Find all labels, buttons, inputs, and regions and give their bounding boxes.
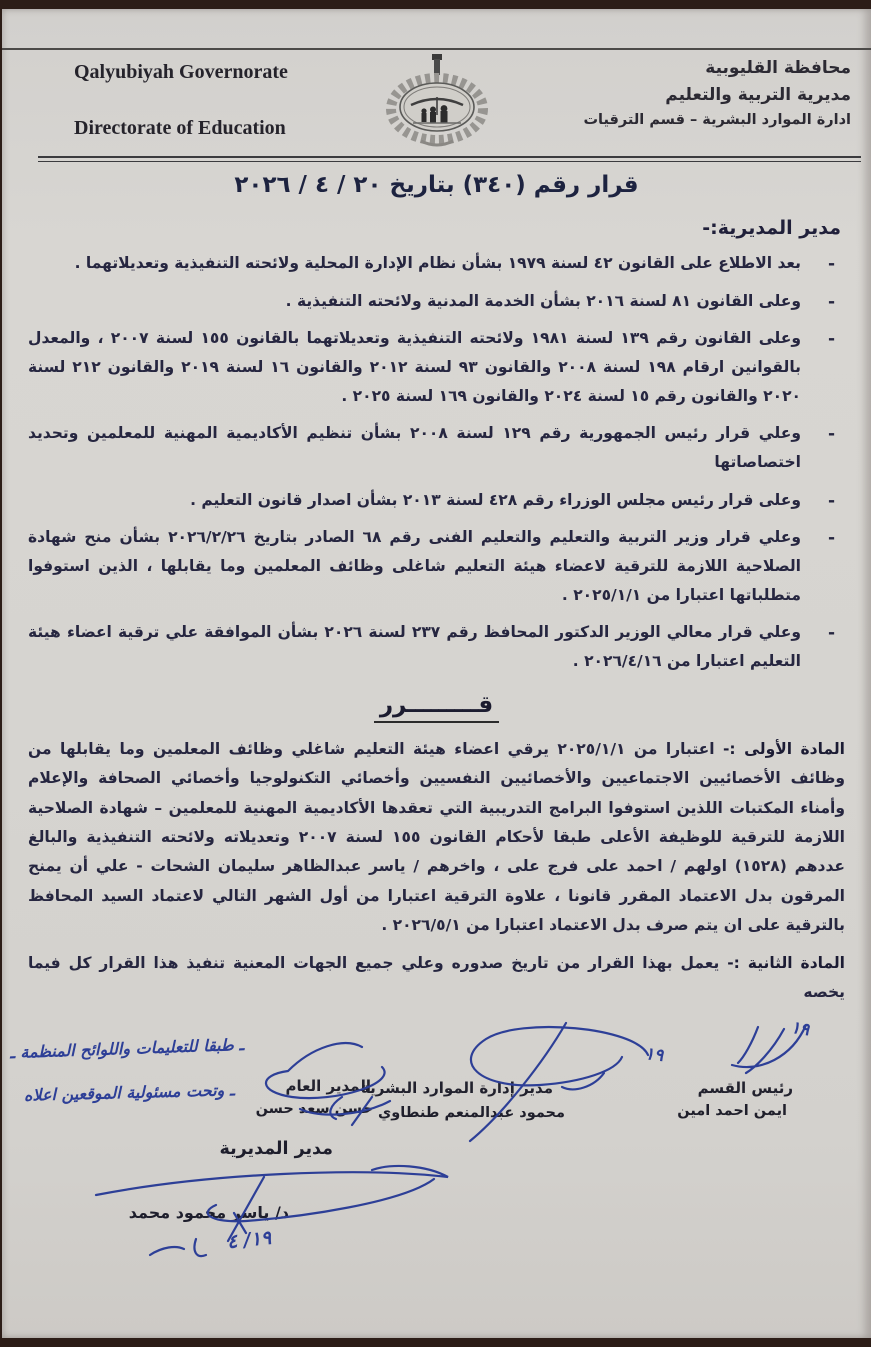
governorate-name-ar: محافظة القليوبية <box>705 58 851 78</box>
signature-block <box>2 1017 871 1347</box>
article-second-label: المادة الثانية :- <box>727 953 845 972</box>
handwritten-director-date: ١٩/ ٤ <box>225 1226 273 1254</box>
preamble-item: - وعلى القانون ٨١ لسنة ٢٠١٦ بشأن الخدمة المدنية ولائحته التنفيذية . <box>28 287 845 316</box>
name-section-head: ايمن احمد امين <box>677 1103 787 1119</box>
preamble-item: - بعد الاطلاع على القانون ٤٢ لسنة ١٩٧٩ بشأن نظام الإدارة المحلية ولائحته التنفيذية وتعديلاتهما . <box>28 249 845 278</box>
governorate-name-en: Qalyubiyah Governorate <box>74 61 288 83</box>
department-name-ar: ادارة الموارد البشرية – قسم الترقيات <box>583 112 851 129</box>
decree-body <box>28 217 845 1016</box>
preamble-item: - وعلى القانون رقم ١٣٩ لسنة ١٩٨١ ولائحته التنفيذية وتعديلاتهما بالقانون ١٥٥ لسنة ٢٠٠٧ ، والمعدل بالقوانين ارقام ١٩٨ لسنة ٢٠٠٨ والقانون ٩٣ لسنة ٢٠١٢ والقانون ١٦ لسنة ٢٠١٩ والقانون ٢١٢ لسنة ٢٠٢٠ والقانون رقم ١٥ لسنة ٢٠٢٤ والقانون ١٦٩ لسنة ٢٠٢٥ . <box>28 324 845 410</box>
article-second <box>28 949 845 1008</box>
document-paper <box>2 9 871 1338</box>
handwritten-note-regulations: ـ طبقا للتعليمات واللوائح المنظمة ـ <box>9 1034 245 1063</box>
top-rule <box>2 48 871 50</box>
letterhead-arabic <box>583 55 851 133</box>
title-general-manager: المدير العام <box>285 1077 371 1095</box>
director-name: د/ ياسر محمود محمد <box>128 1203 289 1222</box>
title-section-head: رئيس القسم <box>697 1079 793 1097</box>
article-second-text: يعمل بهذا القرار من تاريخ صدوره وعلي جميع الجهات المعنية تنفيذ هذا القرار كل فيما يخصه <box>28 953 845 1002</box>
ink-signatures-overlay <box>0 1017 871 1347</box>
handwritten-note-responsibility: ـ وتحت مسئولية الموقعين اعلاه <box>23 1080 235 1105</box>
preamble-item: - وعلي قرار معالي الوزير الدكتور المحافظ رقم ٢٣٧ لسنة ٢٠٢٦ بشأن الموافقة علي ترقية اعضاء هيئة التعليم اعتبارا من ٢٠٢٦/٤/١٦ . <box>28 618 845 675</box>
preamble-list <box>28 249 845 676</box>
article-first-text: اعتبارا من ٢٠٢٥/١/١ يرقي اعضاء هيئة التعليم شاغلي وظائف المعلمين وما يقابلها من وظائف الأخصائيين الاجتماعيين والأخصائيين النفسيين وأخصائي التكنولوجيا وأخصائي الصحافة والإعلام وأمناء المكتبات اللذين استوفوا البرامج التدريبية التي تعقدها الأكاديمية المهنية للمعلمين – شهادة الصلاحية اللازمة للترقية للوظيفة الأعلى طبقا لأحكام القانون ١٥٥ لسنة ٢٠٠٧ وتعديلاته ولائحته التنفيذية والبالغ عددهم (١٥٢٨) اولهم / احمد على فرج على ، واخرهم / ياسر عبدالظاهر سليمان الشحات - علي أن يمنح المرقون بدل الاعتماد المقرر قانونا ، علاوة الترقية اعتبارا من أول الشهر التالي لاعتماد السيد المحافظ بالترقية على ان يتم صرف بدل الاعتماد اعتبارا من ٢٠٢٦/٥/١ . <box>28 739 845 935</box>
header-divider-rule <box>38 156 861 162</box>
preamble-item: - وعلي قرار وزير التربية والتعليم والتعليم الفنى رقم ٦٨ الصادر بتاريخ ٢٠٢٦/٢/٢٦ بشأن منح شهادة الصلاحية اللازمة للترقية لاعضاء هيئة التعليم شاغلى وظائف المعلمين وما يقابلها ، الذين استوفوا متطلباتها اعتبارا من ٢٠٢٥/١/١ . <box>28 523 845 609</box>
governorate-emblem-icon <box>369 53 505 159</box>
handwritten-mark-19-middle: ١٩ <box>643 1044 664 1066</box>
letterhead-english <box>74 61 288 140</box>
decision-heading: قـــــــــرر <box>374 692 499 723</box>
title-hr-manager: مدير إدارة الموارد البشرية <box>361 1079 553 1097</box>
name-general-manager: حسن سعد حسن <box>255 1101 373 1117</box>
decree-title: قرار رقم (٣٤٠) بتاريخ ٢٠ / ٤ / ٢٠٢٦ <box>234 172 639 198</box>
preamble-item: - وعلي قرار رئيس الجمهورية رقم ١٢٩ لسنة ٢٠٠٨ بشأن تنظيم الأكاديمية المهنية للمعلمين وتحديد اختصاصاتها <box>28 419 845 476</box>
preamble-item: - وعلى قرار رئيس مجلس الوزراء رقم ٤٢٨ لسنة ٢٠١٣ بشأن اصدار قانون التعليم . <box>28 486 845 515</box>
article-first-label: المادة الأولى :- <box>723 739 845 758</box>
handwritten-mark-19-right: ١٩ <box>789 1017 811 1041</box>
directorate-name-ar: مديرية التربية والتعليم <box>665 85 851 106</box>
name-hr-manager: محمود عبدالمنعم طنطاوي <box>377 1105 565 1121</box>
article-first <box>28 735 845 941</box>
addressee-heading: مدير المديرية:- <box>702 217 841 239</box>
directorate-name-en: Directorate of Education <box>74 117 286 139</box>
director-title: مدير المديرية <box>219 1139 333 1159</box>
